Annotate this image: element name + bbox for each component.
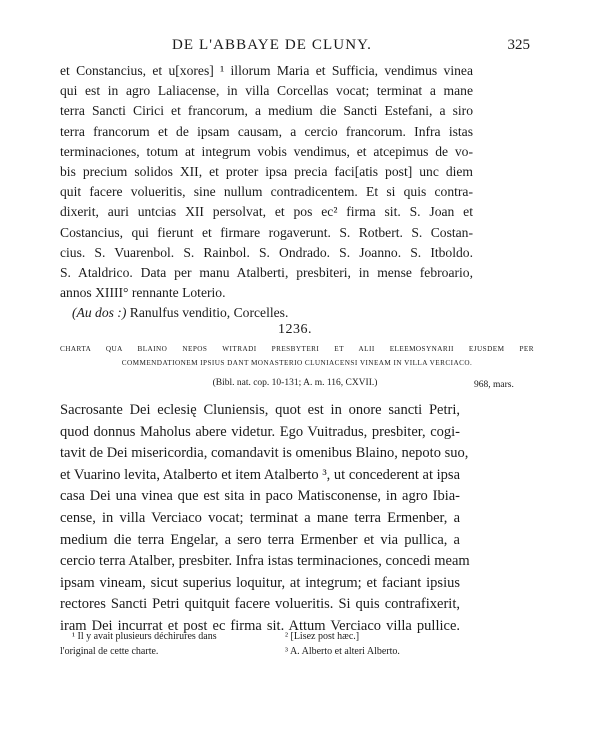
- footnotes-right: [285, 629, 535, 659]
- charter-body: [60, 400, 470, 638]
- text-line: terminaciones, totum at integrum vobis vendimus, et atcepimus de vo-: [60, 143, 473, 159]
- dorsal-note: [60, 303, 473, 323]
- summary-line: COMMENDATIONEM IPSIUS DANT MONASTERIO CLUNIACENSI VINEAM IN VILLA VERCIACO.: [121, 358, 473, 367]
- running-head: [60, 37, 535, 55]
- text-line: iram Dei incurrat et post ec firma sit. Attum Verciaco villa pullice.: [60, 617, 460, 634]
- footnote-line: ¹ Il y avait plusieurs déchirures dans: [72, 631, 217, 642]
- text-line: S. Ataldrico. Data per manu Atalberti, presbiteri, in mense febroario,: [60, 264, 473, 280]
- text-line: quit facere volueritis, sine nullum contradicentem. Et si quis contra-: [60, 184, 473, 200]
- charter-number: 1236.: [278, 322, 312, 337]
- text-line: terra Sancti Cirici et francorum, a medium die Sancti Estefani, a siro: [60, 103, 473, 119]
- charter-summary: [60, 343, 534, 370]
- text-line: Costancius, qui fierunt et firmare rogaverunt. S. Rotbert. S. Costan-: [60, 224, 473, 240]
- text-line: casa Dei una vinea que est sita in paco Matisconense, in agro Ibia-: [60, 488, 460, 505]
- text-line: annos XIIII° rennante Loterio.: [60, 285, 226, 301]
- text-line: quod donnus Maholus abere videtur. Ego Vuitradus, presbiter, cogi-: [60, 423, 460, 440]
- text-line: Sacrosante Dei eclesię Cluniensis, quot est in onore sancti Petri,: [60, 402, 460, 418]
- text-line: cense, in villa Verciaco vocat; terminat a mane terra Ermenber, a: [60, 509, 460, 526]
- summary-line: CHARTA QUA BLAINO NEPOS WITRADI PRESBYTERI ET ALII ELEEMOSYNARII EJUSDEM PER: [60, 345, 534, 353]
- text-line: tavit de Dei misericordia, comandavit is omenibus Blaino, nepoto suo,: [60, 445, 469, 462]
- footnote-3: ³ A. Alberto et alteri Alberto.: [285, 646, 400, 657]
- text-line: et Constancius, et u[xores] ¹ illorum Maria et Sufficia, vendimus vinea: [60, 63, 473, 78]
- dorsal-text: Ranulfus venditio, Corcelles.: [126, 305, 289, 321]
- text-line: cercio terra Atalber, presbiter. Infra istas terminaciones, concedi meam: [60, 553, 470, 570]
- text-line: et Vuarino levita, Atalberto et item Atalberto ³, ut concederent at ipsa: [60, 466, 460, 483]
- text-line: medium die terra Engelar, a sero terra Ermenber et via pullica, a: [60, 531, 460, 548]
- margin-date: 968, mars.: [474, 380, 514, 390]
- footnote-2: ² [Lisez post hæc.]: [285, 631, 360, 642]
- text-line: rectores Sancti Petri quitquit facere volueritis. Si quis contrafixerit,: [60, 596, 460, 613]
- source-reference: (Bibl. nat. cop. 10-131; A. m. 116, CXVII.): [212, 378, 378, 388]
- footnote-1: [60, 629, 270, 659]
- text-line: cius. S. Vuarenbol. S. Rainbol. S. Ondrado. S. Joanno. S. Itboldo.: [60, 244, 473, 260]
- text-line: terra francorum et de ipsam causam, a cercio francorum. Infra istas: [60, 123, 473, 139]
- running-head-title: DE L'ABBAYE DE CLUNY.: [172, 37, 372, 53]
- dorsal-label: (Au dos :): [72, 305, 127, 321]
- text-line: qui est in agro Laliacense, in villa Corcellas vocat; terminat a mane: [60, 83, 473, 99]
- text-line: bis precium solidos XII, et proter ipsa precia faci[atis post] unc diem: [60, 163, 473, 179]
- footnote-line: l'original de cette charte.: [60, 646, 159, 657]
- text-line: dixerit, auri untcias XII persolvat, et pos ec² firma sit. S. Joan et: [60, 204, 473, 220]
- text-line: ipsam vineam, sicut superius loquitur, at integrum; et faciant ipsius: [60, 574, 460, 591]
- previous-charter-text: [60, 61, 473, 323]
- page-number: 325: [507, 37, 530, 53]
